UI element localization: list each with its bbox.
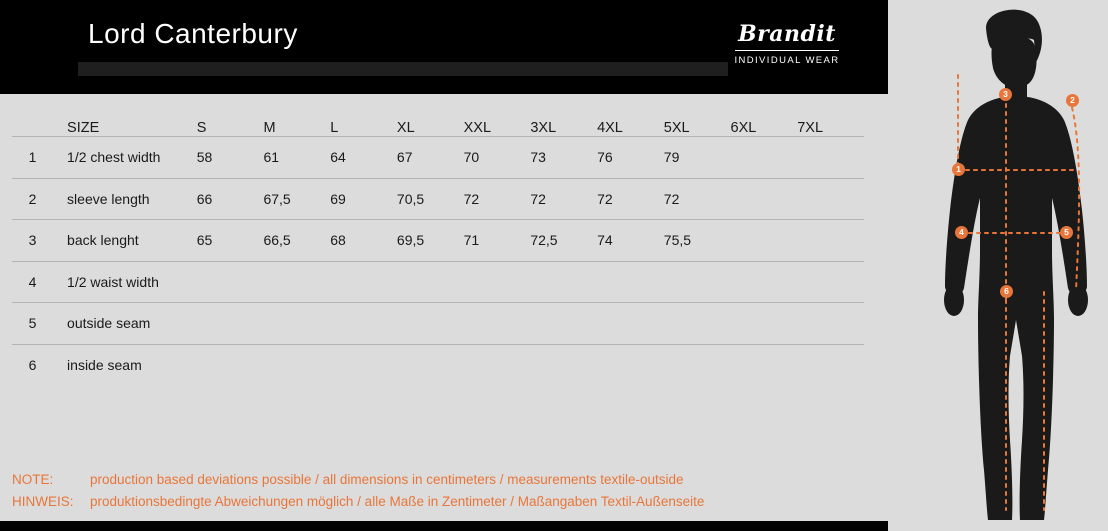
cell-3xl — [530, 344, 597, 386]
cell-s: 66 — [196, 190, 213, 207]
cell-xxl: 71 — [463, 232, 480, 249]
note-english — [12, 469, 872, 491]
column-header-3xl: 3XL — [530, 120, 557, 136]
column-header-m: M — [263, 120, 276, 136]
cell-l: 68 — [330, 232, 346, 249]
row-index: 6 — [28, 357, 37, 373]
cell-xl: 70,5 — [396, 190, 425, 207]
size-table-head — [12, 120, 864, 137]
cell-3xl — [530, 303, 597, 345]
cell-6xl — [731, 220, 798, 262]
table-row — [12, 137, 864, 179]
cell-5xl — [664, 303, 731, 345]
column-header-index — [12, 120, 53, 137]
cell-s: 58 — [196, 149, 213, 166]
cell-7xl — [797, 137, 864, 179]
cell-6xl — [731, 344, 798, 386]
cell-5xl: 72 — [663, 190, 680, 207]
cell-m: 66,5 — [263, 232, 291, 249]
cell-3xl — [530, 261, 597, 303]
size-table-container — [0, 94, 888, 531]
table-row — [12, 261, 864, 303]
note-label-de: HINWEIS: — [12, 494, 74, 509]
cell-4xl — [597, 261, 664, 303]
cell-l — [330, 344, 397, 386]
cell-m — [263, 303, 330, 345]
marker-4: 4 — [955, 226, 968, 239]
row-index: 2 — [28, 190, 37, 207]
cell-xl — [397, 261, 464, 303]
cell-4xl: 76 — [597, 149, 613, 166]
notes-block — [12, 469, 872, 513]
row-index: 1 — [28, 149, 37, 166]
measurement-figure — [888, 0, 1108, 531]
cell-l: 64 — [330, 149, 346, 166]
cell-s: 65 — [196, 232, 213, 249]
mannequin-illustration — [888, 0, 1108, 531]
cell-5xl — [664, 261, 731, 303]
note-label-en: NOTE: — [12, 472, 54, 487]
cell-m: 61 — [263, 149, 280, 166]
row-label: sleeve length — [67, 190, 150, 207]
note-german — [12, 491, 872, 513]
right-hand — [1068, 284, 1088, 316]
cell-s — [197, 303, 264, 345]
marker-5: 5 — [1060, 226, 1073, 239]
column-header-6xl: 6XL — [730, 120, 757, 136]
size-table — [12, 120, 864, 386]
cell-6xl — [731, 303, 798, 345]
table-row — [12, 178, 864, 220]
cell-m: 67,5 — [263, 190, 291, 207]
cell-l — [330, 303, 397, 345]
cell-4xl — [597, 344, 664, 386]
row-index: 3 — [28, 232, 37, 249]
brand-divider — [735, 50, 839, 51]
cell-xxl — [464, 261, 531, 303]
row-label: 1/2 waist width — [67, 273, 159, 290]
note-text-en: production based deviations possible / all dimensions in centimeters / measurements textile-outside — [90, 472, 684, 487]
cell-6xl — [731, 137, 798, 179]
left-hand — [944, 284, 964, 316]
cell-xl: 69,5 — [396, 232, 425, 249]
page-title: Lord Canterbury — [88, 18, 298, 49]
cell-s — [197, 261, 264, 303]
cell-3xl: 72,5 — [530, 232, 558, 249]
cell-7xl — [797, 261, 864, 303]
cell-5xl: 75,5 — [663, 232, 692, 249]
cell-4xl — [597, 303, 664, 345]
column-header-xxl: XXL — [463, 120, 492, 136]
cell-xxl: 70 — [463, 149, 480, 166]
column-header-l: L — [330, 120, 339, 136]
cell-3xl: 73 — [530, 149, 546, 166]
brand-name: Brandit — [738, 21, 836, 47]
size-table-body — [12, 137, 864, 386]
cell-7xl — [797, 178, 864, 220]
cell-m — [263, 344, 330, 386]
table-row — [12, 303, 864, 345]
column-header-4xl: 4XL — [597, 120, 623, 136]
cell-7xl — [797, 303, 864, 345]
header-bar — [0, 0, 888, 94]
column-header-xl: XL — [396, 120, 415, 136]
table-row — [12, 344, 864, 386]
marker-6: 6 — [1000, 285, 1013, 298]
cell-7xl — [797, 220, 864, 262]
cell-s — [197, 344, 264, 386]
cell-xl — [397, 303, 464, 345]
cell-5xl: 79 — [663, 149, 680, 166]
note-text-de: produktionsbedingte Abweichungen möglich / alle Maße in Zentimeter / Maßangaben Textil-Außenseite — [90, 494, 705, 509]
row-index: 4 — [28, 273, 37, 290]
cell-7xl — [797, 344, 864, 386]
footer-bar — [0, 521, 888, 531]
marker-1: 1 — [952, 163, 965, 176]
cell-xl: 67 — [396, 149, 413, 166]
row-index: 5 — [28, 315, 37, 332]
column-header-7xl: 7XL — [797, 120, 824, 136]
brand-tagline: INDIVIDUAL WEAR — [734, 55, 840, 67]
row-label: outside seam — [67, 315, 151, 332]
cell-xxl — [464, 303, 531, 345]
column-header-s: S — [196, 120, 207, 136]
body-silhouette — [945, 10, 1087, 520]
marker-3: 3 — [999, 88, 1012, 101]
cell-3xl: 72 — [530, 190, 546, 207]
row-label: inside seam — [67, 357, 142, 373]
column-header-size: SIZE — [67, 120, 100, 136]
column-header-5xl: 5XL — [663, 120, 690, 136]
cell-xxl — [464, 344, 531, 386]
cell-6xl — [731, 261, 798, 303]
cell-l — [330, 261, 397, 303]
cell-l: 69 — [330, 190, 346, 207]
cell-m — [263, 261, 330, 303]
table-row — [12, 220, 864, 262]
cell-6xl — [731, 178, 798, 220]
cell-4xl: 74 — [597, 232, 613, 249]
row-label: 1/2 chest width — [67, 149, 161, 166]
cell-5xl — [664, 344, 731, 386]
cell-4xl: 72 — [597, 190, 613, 207]
cell-xxl: 72 — [463, 190, 480, 207]
cell-xl — [397, 344, 464, 386]
header-underline-bar — [78, 62, 728, 76]
brand-logo — [712, 22, 862, 66]
marker-2: 2 — [1066, 94, 1079, 107]
table-header-row — [12, 120, 864, 137]
row-label: back lenght — [67, 232, 139, 249]
